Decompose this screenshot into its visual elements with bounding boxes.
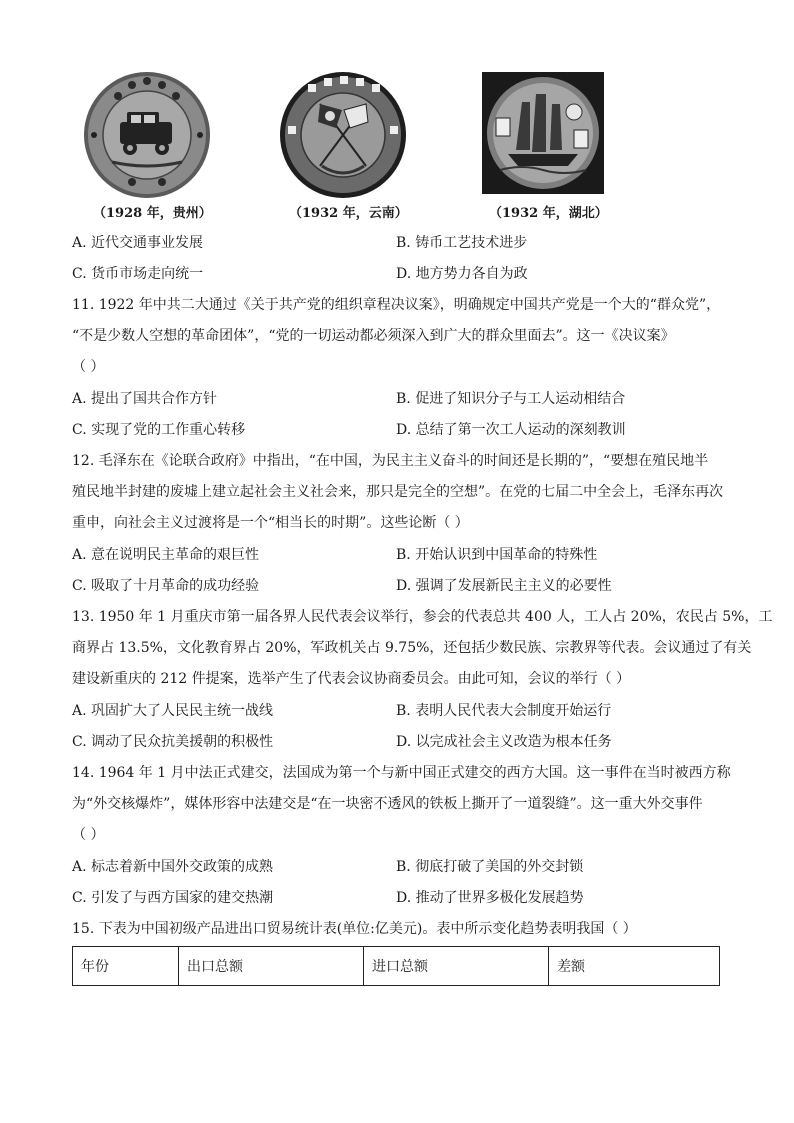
q10-option-a[interactable]: A. 近代交通事业发展: [72, 235, 204, 251]
q14-option-c[interactable]: C. 引发了与西方国家的建交热潮: [72, 890, 274, 906]
q11-stem-line-1: 11. 1922 年中共二大通过《关于共产党的组织章程决议案》，明确规定中国共产党是一个大的“群众党”，: [72, 297, 721, 313]
table-header-row: [73, 947, 720, 986]
q10-option-b[interactable]: B. 铸币工艺技术进步: [396, 235, 528, 251]
q14-stem-line-1: 14. 1964 年 1 月中法正式建交，法国成为第一个与新中国正式建交的西方大国。这一事件在当时被西方称: [72, 765, 731, 781]
q13-option-a[interactable]: A. 巩固扩大了人民民主统一战线: [72, 703, 274, 719]
q11-option-b[interactable]: B. 促进了知识分子与工人运动相结合: [396, 391, 626, 407]
q14-stem-line-2: 为“外交核爆炸”，媒体形容中法建交是“在一块密不透风的铁板上撕开了一道裂缝”。这一重大外交事件: [72, 796, 703, 812]
coin-hubei-image: [482, 72, 604, 194]
q11-option-c[interactable]: C. 实现了党的工作重心转移: [72, 422, 246, 438]
q13-option-b[interactable]: B. 表明人民代表大会制度开始运行: [396, 703, 612, 719]
q13-stem-line-2: 商界占 13.5%，文化教育界占 20%，军政机关占 9.75%，还包括少数民族、宗教界等代表。会议通过了有关: [72, 640, 752, 656]
q12-option-d[interactable]: D. 强调了发展新民主主义的必要性: [396, 578, 612, 594]
q14-option-a[interactable]: A. 标志着新中国外交政策的成熟: [72, 859, 274, 875]
q11-option-d[interactable]: D. 总结了第一次工人运动的深刻教训: [396, 422, 626, 438]
coin-guizhou-image: [82, 70, 212, 200]
q14-answer-blank: （ ）: [72, 827, 105, 843]
coin-guizhou-caption: （1928 年，贵州）: [93, 206, 212, 221]
q14-option-d[interactable]: D. 推动了世界多极化发展趋势: [396, 890, 584, 906]
coin-yunnan-image: [278, 70, 408, 200]
q11-option-a[interactable]: A. 提出了国共合作方针: [72, 391, 218, 407]
q12-stem-line-1: 12. 毛泽东在《论联合政府》中指出，“在中国，为民主主义奋斗的时间还是长期的”，“要想在殖民地半: [72, 453, 709, 469]
q12-option-c[interactable]: C. 吸取了十月革命的成功经验: [72, 578, 260, 594]
trade-statistics-table: [72, 946, 720, 986]
q15-stem-line-1: 15. 下表为中国初级产品进出口贸易统计表(单位:亿美元)。表中所示变化趋势表明我国（ ）: [72, 921, 637, 937]
q14-option-b[interactable]: B. 彻底打破了美国的外交封锁: [396, 859, 584, 875]
q13-stem-line-3: 建设新重庆的 212 件提案，选举产生了代表会议协商委员会。由此可知，会议的举行（ ）: [72, 671, 631, 687]
q12-option-b[interactable]: B. 开始认识到中国革命的特殊性: [396, 547, 598, 563]
q11-answer-blank: （ ）: [72, 359, 105, 375]
q13-option-d[interactable]: D. 以完成社会主义改造为根本任务: [396, 734, 612, 750]
q12-stem-line-3: 重申，向社会主义过渡将是一个“相当长的时期”。这些论断（ ）: [72, 515, 469, 531]
coin-figure: [0, 70, 794, 220]
coin-hubei-caption: （1932 年，湖北）: [489, 206, 608, 221]
q13-stem-line-1: 13. 1950 年 1 月重庆市第一届各界人民代表会议举行，参会的代表总共 400 人，工人占 20%，农民占 5%，工: [72, 609, 773, 625]
q10-option-d[interactable]: D. 地方势力各自为政: [396, 266, 528, 282]
q12-stem-line-2: 殖民地半封建的废墟上建立起社会主义社会来，那只是完全的空想”。在党的七届二中全会上，毛泽东再次: [72, 484, 724, 500]
header-balance: 差额: [549, 947, 720, 986]
coin-yunnan-caption: （1932 年，云南）: [289, 206, 408, 221]
q13-option-c[interactable]: C. 调动了民众抗美援朝的积极性: [72, 734, 274, 750]
q11-stem-line-2: “不是少数人空想的革命团体”，“党的一切运动都必须深入到广大的群众里面去”。这一《决议案》: [72, 328, 675, 344]
q10-option-c[interactable]: C. 货币市场走向统一: [72, 266, 204, 282]
header-year: 年份: [73, 947, 179, 986]
q12-option-a[interactable]: A. 意在说明民主革命的艰巨性: [72, 547, 260, 563]
header-import-total: 进口总额: [364, 947, 549, 986]
header-export-total: 出口总额: [179, 947, 364, 986]
